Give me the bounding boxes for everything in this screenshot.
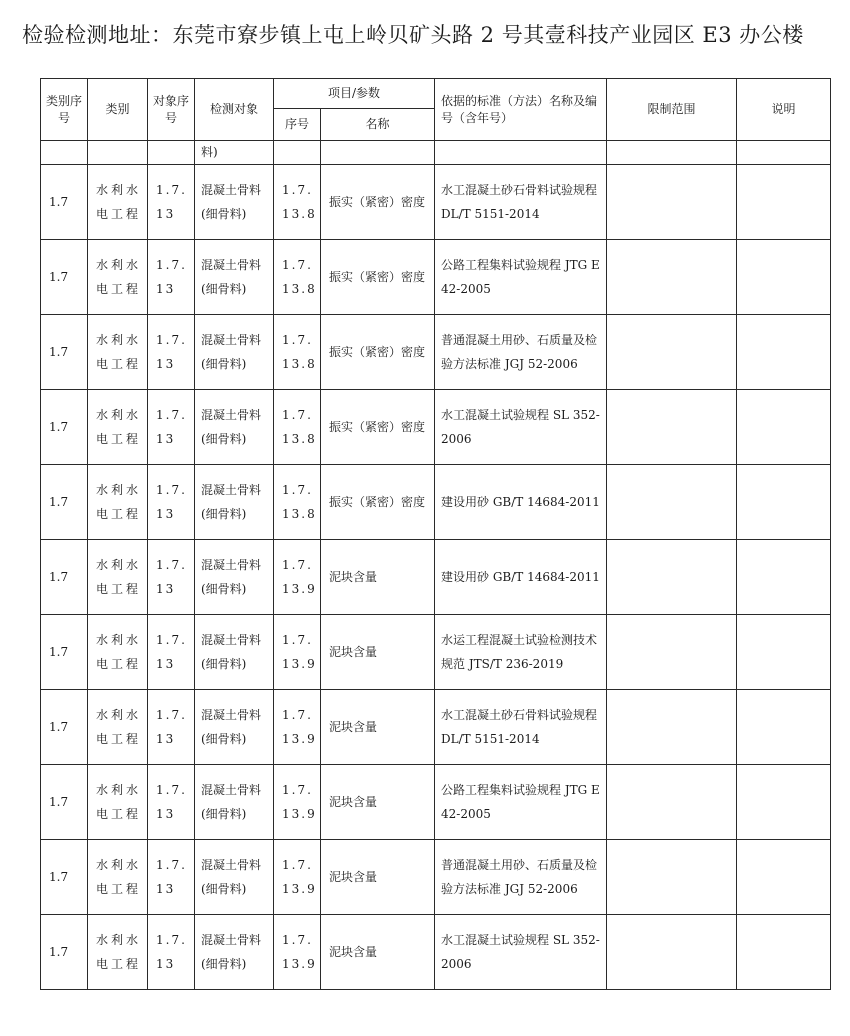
header-param-no: 序号 xyxy=(274,109,321,141)
table-row xyxy=(41,540,831,615)
standard-cell: 普通混凝土用砂、石质量及检验方法标准 JGJ 52-2006 xyxy=(441,858,598,896)
param-name-cell: 振实（紧密）密度 xyxy=(329,420,426,434)
category-no-cell: 1.7 xyxy=(49,345,69,359)
param-no-cell: 1.7.13.8 xyxy=(282,333,317,371)
header-category-no: 类别序号 xyxy=(41,79,88,141)
category-no-cell: 1.7 xyxy=(49,645,69,659)
object-cell: 混凝土骨料(细骨料) xyxy=(201,858,262,896)
object-cell: 混凝土骨料(细骨料) xyxy=(201,408,262,446)
category-cell: 水利水电工程 xyxy=(96,708,142,746)
standard-cell: 建设用砂 GB/T 14684-2011 xyxy=(441,495,600,509)
category-no-cell: 1.7 xyxy=(49,870,69,884)
header-category: 类别 xyxy=(88,79,148,141)
object-cell: 混凝土骨料(细骨料) xyxy=(201,183,262,221)
param-no-cell: 1.7.13.9 xyxy=(282,783,317,821)
table-row xyxy=(41,315,831,390)
table-row xyxy=(41,165,831,240)
object-no-cell: 1.7.13 xyxy=(156,483,187,521)
object-no-cell: 1.7.13 xyxy=(156,333,187,371)
header-standard: 依据的标准（方法）名称及编号（含年号） xyxy=(435,79,607,141)
continuation-object: 料) xyxy=(201,144,218,159)
object-cell: 混凝土骨料(细骨料) xyxy=(201,708,262,746)
param-name-cell: 泥块含量 xyxy=(329,720,378,734)
category-no-cell: 1.7 xyxy=(49,270,69,284)
header-param-name: 名称 xyxy=(321,109,435,141)
object-no-cell: 1.7.13 xyxy=(156,858,187,896)
object-cell: 混凝土骨料(细骨料) xyxy=(201,333,262,371)
header-note: 说明 xyxy=(737,79,831,141)
category-cell: 水利水电工程 xyxy=(96,483,142,521)
param-name-cell: 振实（紧密）密度 xyxy=(329,270,426,284)
object-no-cell: 1.7.13 xyxy=(156,633,187,671)
param-no-cell: 1.7.13.8 xyxy=(282,258,317,296)
object-cell: 混凝土骨料(细骨料) xyxy=(201,633,262,671)
category-cell: 水利水电工程 xyxy=(96,333,142,371)
category-no-cell: 1.7 xyxy=(49,420,69,434)
category-no-cell: 1.7 xyxy=(49,795,69,809)
object-cell: 混凝土骨料(细骨料) xyxy=(201,783,262,821)
object-no-cell: 1.7.13 xyxy=(156,558,187,596)
table-row xyxy=(41,915,831,990)
param-no-cell: 1.7.13.9 xyxy=(282,858,317,896)
param-name-cell: 振实（紧密）密度 xyxy=(329,345,426,359)
standard-cell: 公路工程集料试验规程 JTG E42-2005 xyxy=(441,258,600,296)
continuation-row xyxy=(41,141,831,165)
table-row xyxy=(41,765,831,840)
standard-cell: 公路工程集料试验规程 JTG E42-2005 xyxy=(441,783,600,821)
table-row xyxy=(41,465,831,540)
header-object-no: 对象序号 xyxy=(148,79,195,141)
object-no-cell: 1.7.13 xyxy=(156,183,187,221)
category-no-cell: 1.7 xyxy=(49,720,69,734)
category-no-cell: 1.7 xyxy=(49,195,69,209)
inspection-address: 检验检测地址：东莞市寮步镇上屯上岭贝矿头路 2 号其壹科技产业园区 E3 办公楼 xyxy=(22,23,804,47)
category-cell: 水利水电工程 xyxy=(96,933,142,971)
category-cell: 水利水电工程 xyxy=(96,183,142,221)
standard-cell: 水工混凝土砂石骨料试验规程 DL/T 5151-2014 xyxy=(441,183,598,221)
object-cell: 混凝土骨料(细骨料) xyxy=(201,933,262,971)
standard-cell: 水工混凝土试验规程 SL 352-2006 xyxy=(441,933,600,971)
table-row xyxy=(41,615,831,690)
category-cell: 水利水电工程 xyxy=(96,558,142,596)
standard-cell: 水运工程混凝土试验检测技术规范 JTS/T 236-2019 xyxy=(441,633,598,671)
category-no-cell: 1.7 xyxy=(49,570,69,584)
object-no-cell: 1.7.13 xyxy=(156,933,187,971)
param-no-cell: 1.7.13.8 xyxy=(282,483,317,521)
category-no-cell: 1.7 xyxy=(49,945,69,959)
param-no-cell: 1.7.13.9 xyxy=(282,708,317,746)
param-name-cell: 泥块含量 xyxy=(329,945,378,959)
object-no-cell: 1.7.13 xyxy=(156,408,187,446)
param-name-cell: 泥块含量 xyxy=(329,570,378,584)
header-limit: 限制范围 xyxy=(607,79,737,141)
category-cell: 水利水电工程 xyxy=(96,633,142,671)
object-cell: 混凝土骨料(细骨料) xyxy=(201,258,262,296)
header-item-param: 项目/参数 xyxy=(274,79,435,109)
param-name-cell: 泥块含量 xyxy=(329,645,378,659)
standard-cell: 建设用砂 GB/T 14684-2011 xyxy=(441,570,600,584)
param-no-cell: 1.7.13.8 xyxy=(282,183,317,221)
param-name-cell: 振实（紧密）密度 xyxy=(329,195,426,209)
param-no-cell: 1.7.13.9 xyxy=(282,933,317,971)
table-row xyxy=(41,240,831,315)
table-row xyxy=(41,390,831,465)
category-no-cell: 1.7 xyxy=(49,495,69,509)
standard-cell: 水工混凝土试验规程 SL 352-2006 xyxy=(441,408,600,446)
category-cell: 水利水电工程 xyxy=(96,783,142,821)
inspection-scope-table xyxy=(40,78,831,990)
category-cell: 水利水电工程 xyxy=(96,408,142,446)
table-row xyxy=(41,690,831,765)
header-object: 检测对象 xyxy=(195,79,274,141)
object-no-cell: 1.7.13 xyxy=(156,708,187,746)
object-cell: 混凝土骨料(细骨料) xyxy=(201,483,262,521)
standard-cell: 水工混凝土砂石骨料试验规程 DL/T 5151-2014 xyxy=(441,708,598,746)
param-no-cell: 1.7.13.8 xyxy=(282,408,317,446)
param-name-cell: 泥块含量 xyxy=(329,870,378,884)
category-cell: 水利水电工程 xyxy=(96,258,142,296)
standard-cell: 普通混凝土用砂、石质量及检验方法标准 JGJ 52-2006 xyxy=(441,333,598,371)
param-no-cell: 1.7.13.9 xyxy=(282,558,317,596)
table-body xyxy=(41,141,831,990)
param-name-cell: 泥块含量 xyxy=(329,795,378,809)
param-name-cell: 振实（紧密）密度 xyxy=(329,495,426,509)
table-row xyxy=(41,840,831,915)
category-cell: 水利水电工程 xyxy=(96,858,142,896)
object-cell: 混凝土骨料(细骨料) xyxy=(201,558,262,596)
object-no-cell: 1.7.13 xyxy=(156,258,187,296)
object-no-cell: 1.7.13 xyxy=(156,783,187,821)
param-no-cell: 1.7.13.9 xyxy=(282,633,317,671)
